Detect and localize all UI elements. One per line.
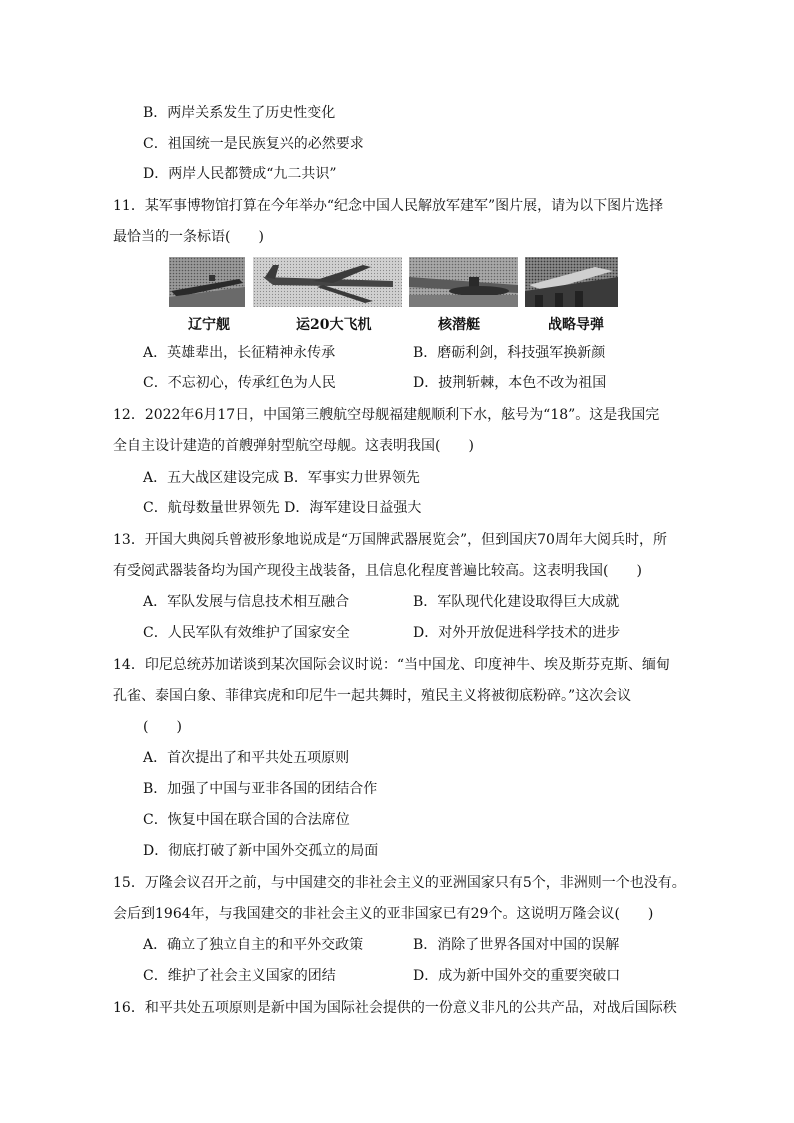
q13-option-c: C．人民军队有效维护了国家安全 — [143, 625, 350, 641]
q11-option-d: D．披荆斩棘，本色不改为祖国 — [413, 375, 607, 391]
q14-stem-line3: ( ) — [143, 719, 182, 735]
q15-option-a: A．确立了独立自主的和平外交政策 — [143, 937, 364, 953]
q13-option-d: D．对外开放促进科学技术的进步 — [413, 625, 621, 641]
q11-stem-line2: 最恰当的一条标语( ) — [113, 229, 264, 245]
q14-option-c: C．恢复中国在联合国的合法席位 — [143, 812, 350, 828]
q12-stem-line1: 12．2022年6月17日，中国第三艘航空母舰福建舰顺利下水，舷号为“18”。这是我国完 — [113, 407, 660, 423]
q11-option-a: A．英雄辈出，长征精神永传承 — [143, 345, 336, 361]
photo-liaoning-carrier — [169, 257, 245, 307]
q10-option-b: B．两岸关系发生了历史性变化 — [143, 105, 336, 121]
q12-options-cd: C．航母数量世界领先 D．海军建设日益强大 — [143, 500, 422, 516]
q12-stem-line2: 全自主设计建造的首艘弹射型航空母舰。这表明我国( ) — [113, 438, 474, 454]
q16-stem-line1: 16．和平共处五项原则是新中国为国际社会提供的一份意义非凡的公共产品，对战后国际秩 — [113, 1000, 677, 1016]
q14-option-a: A．首次提出了和平共处五项原则 — [143, 750, 350, 766]
caption-y20: 运20大飞机 — [296, 317, 372, 333]
q11-stem-line1: 11．某军事博物馆打算在今年举办“纪念中国人民解放军建军”图片展，请为以下图片选择 — [113, 198, 664, 214]
q11-option-b: B．磨砺利剑，科技强军换新颜 — [413, 345, 606, 361]
caption-missile: 战略导弹 — [548, 317, 604, 333]
caption-liaoning: 辽宁舰 — [188, 317, 230, 333]
q10-option-d: D．两岸人民都赞成“九二共识” — [143, 166, 337, 182]
q15-option-b: B．消除了世界各国对中国的误解 — [413, 937, 620, 953]
q15-stem-line2: 会后到1964年，与我国建交的非社会主义的亚非国家已有29个。这说明万隆会议( ) — [113, 906, 654, 922]
q12-options-ab: A．五大战区建设完成 B．军事实力世界领先 — [143, 470, 420, 486]
q14-option-b: B．加强了中国与亚非各国的团结合作 — [143, 781, 378, 797]
q15-option-c: C．维护了社会主义国家的团结 — [143, 968, 336, 984]
q13-stem-line1: 13．开国大典阅兵曾被形象地说成是“万国牌武器展览会”，但到国庆70周年大阅兵时，所 — [113, 532, 667, 548]
q14-option-d: D．彻底打破了新中国外交孤立的局面 — [143, 843, 379, 859]
photo-strategic-missile — [525, 257, 618, 307]
q14-stem-line2: 孔雀、泰国白象、菲律宾虎和印尼牛一起共舞时，殖民主义将被彻底粉碎。”这次会议 — [113, 688, 632, 704]
q14-stem-line1: 14．印尼总统苏加诺谈到某次国际会议时说：“当中国龙、印度神牛、埃及斯芬克斯、缅甸 — [113, 657, 670, 673]
q15-stem-line1: 15．万隆会议召开之前，与中国建交的非社会主义的亚洲国家只有5个，非洲则一个也没有。 — [113, 875, 686, 891]
q11-option-c: C．不忘初心，传承红色为人民 — [143, 375, 336, 391]
caption-submarine: 核潜艇 — [438, 317, 480, 333]
q13-stem-line2: 有受阅武器装备均为国产现役主战装备，且信息化程度普遍比较高。这表明我国( ) — [113, 563, 642, 579]
q13-option-a: A．军队发展与信息技术相互融合 — [143, 594, 350, 610]
q10-option-c: C．祖国统一是民族复兴的必然要求 — [143, 136, 364, 152]
q13-option-b: B．军队现代化建设取得巨大成就 — [413, 594, 620, 610]
photo-y20-aircraft — [253, 257, 402, 307]
photo-nuclear-submarine — [409, 257, 518, 307]
q15-option-d: D．成为新中国外交的重要突破口 — [413, 968, 621, 984]
